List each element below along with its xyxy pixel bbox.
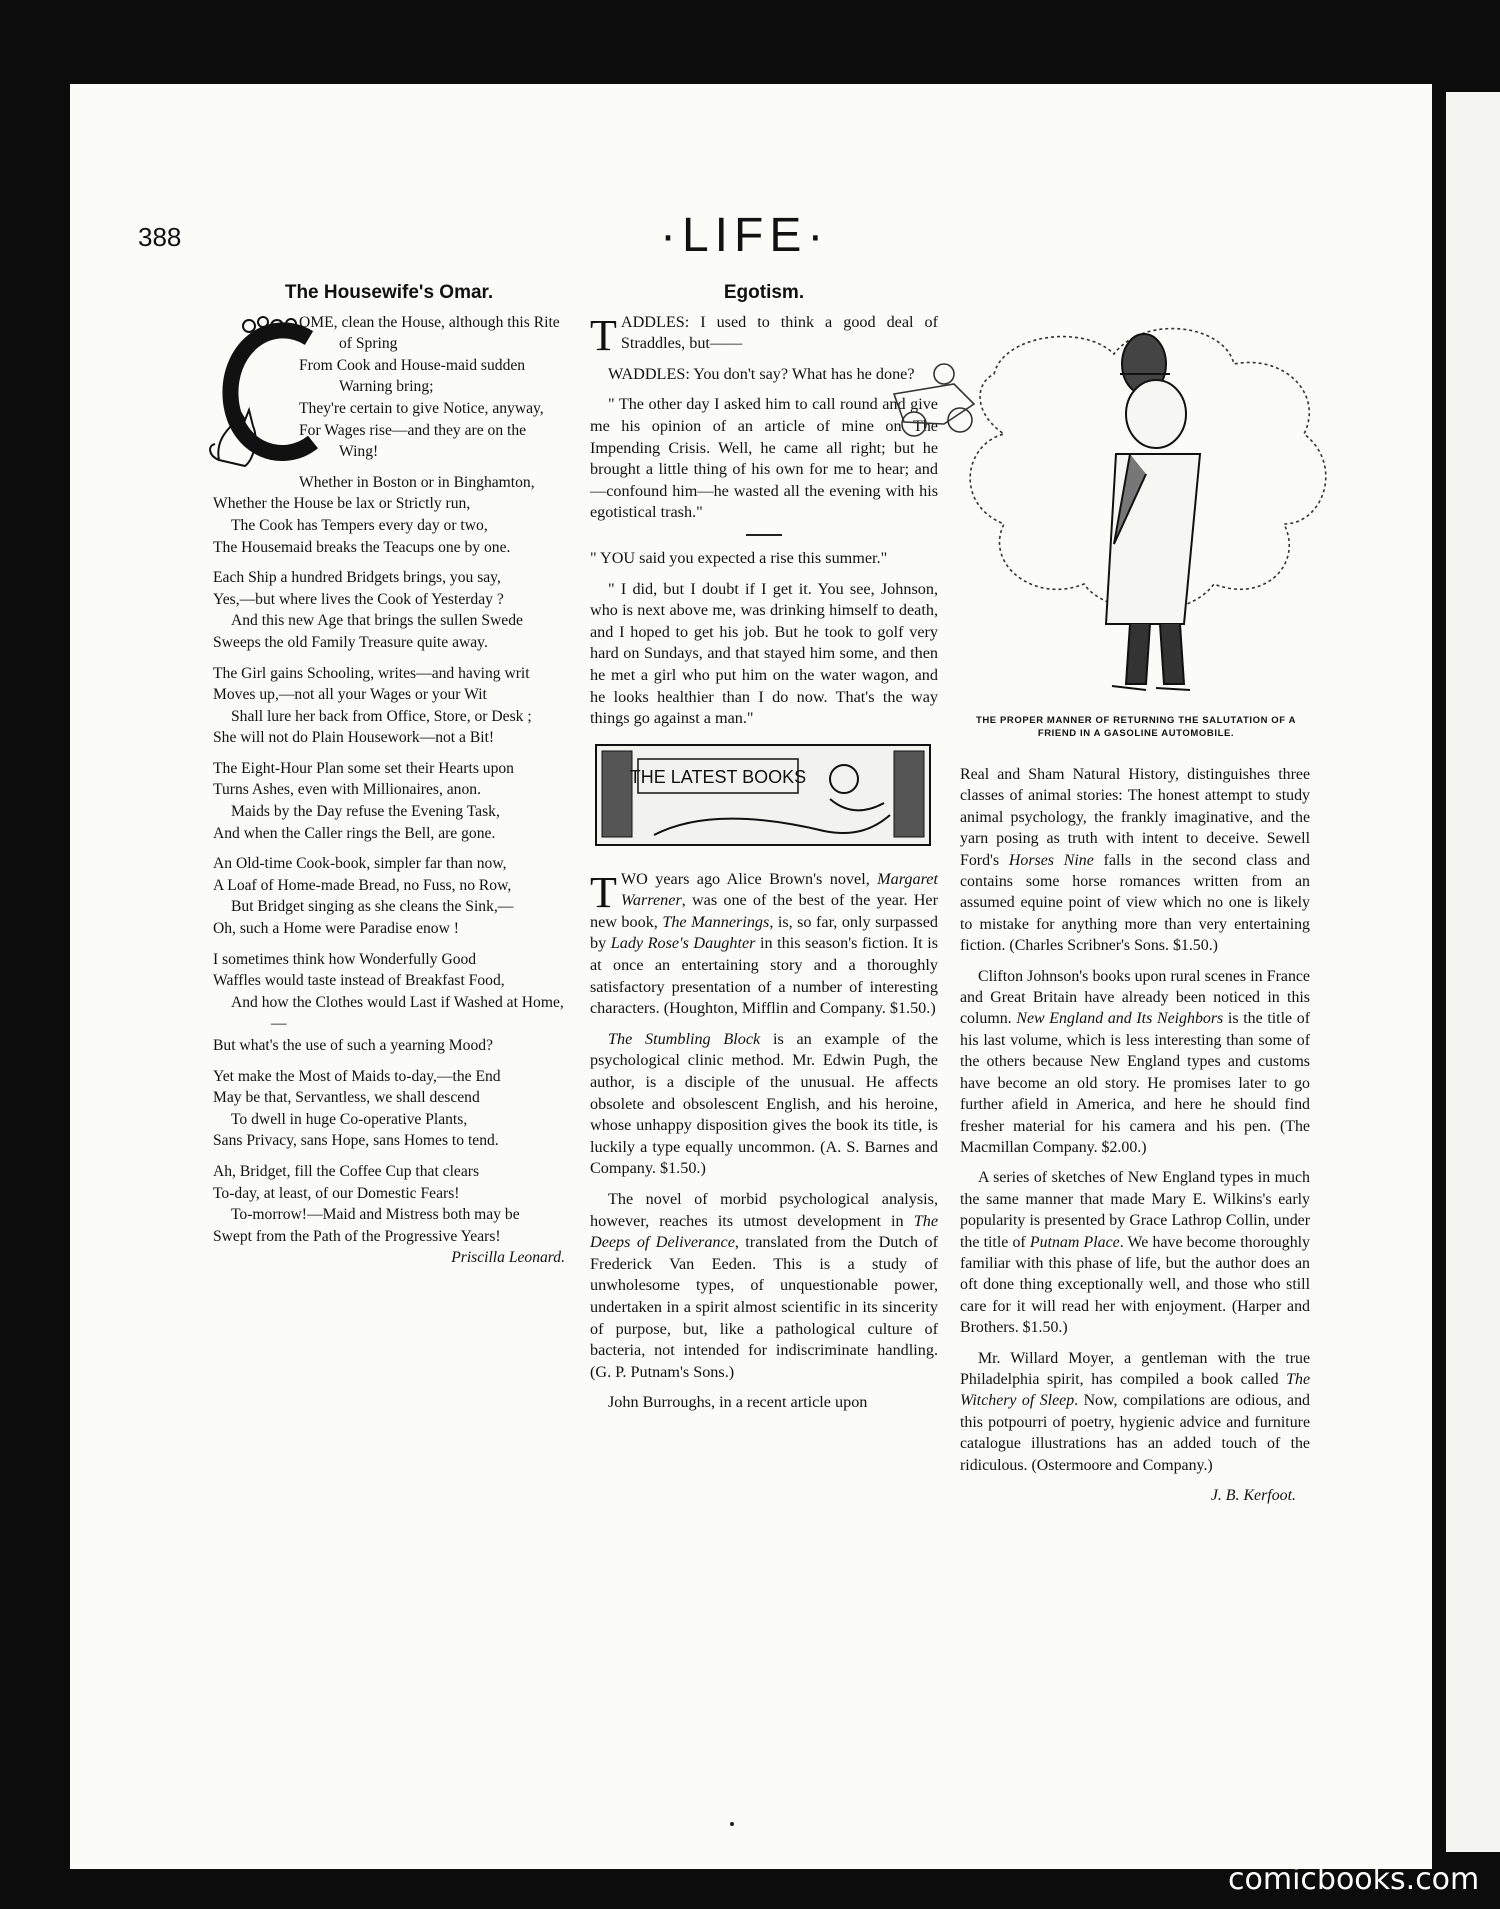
poem-line: But what's the use of such a yearning Mood?: [213, 1037, 493, 1054]
poem-stanza: [213, 1066, 565, 1152]
cartoon-caption: THE PROPER MANNER OF RETURNING THE SALUTATION OF A FRIEND IN A GASOLINE AUTOMOBILE.: [975, 715, 1297, 739]
masthead-title: ·LIFE·: [660, 209, 830, 262]
poem-line: From Cook and House-maid sudden Warning bring;: [299, 356, 526, 396]
egotism-paragraph-4: " YOU said you expected a rise this summer.": [590, 548, 888, 567]
poem-line: The Cook has Tempers every day or two,: [231, 516, 488, 534]
poem-line: Yet make the Most of Maids to-day,—the End: [213, 1067, 501, 1085]
poem-line: The Girl gains Schooling, writes—and having writ: [213, 664, 530, 682]
poem-line: Moves up,—not all your Wages or your Wit: [213, 686, 487, 704]
poem-stanza: [213, 853, 565, 939]
automobile-cartoon: [884, 304, 1354, 704]
poem-line: A Loaf of Home-made Bread, no Fuss, no Row,: [213, 876, 512, 894]
poem-line: She will not do Plain Housework—not a Bit!: [213, 729, 495, 747]
reviewer-signature: J. B. Kerfoot.: [1210, 1487, 1296, 1504]
poem-line: And when the Caller rings the Bell, are gone.: [213, 824, 496, 842]
review-clifton-johnson: Clifton Johnson's books upon rural scenes in France and Great Britain have already been noticed in this column. New England and Its Neighbors is the title of his last volume, which is less interesting than some of the others because New England types and customs have become an old story. He promises later to go further afield in America, and here he should find fresher material for his camera and his pen. (The Macmillan Company. $2.00.): [960, 967, 1310, 1156]
poem-line: Yes,—but where lives the Cook of Yesterday ?: [213, 590, 504, 608]
drop-cap-t: T: [590, 310, 617, 360]
poem-line: To-day, at least, of our Domestic Fears!: [213, 1184, 460, 1202]
poem-stanza: [213, 949, 565, 1057]
poem-body: [213, 312, 565, 1267]
poem-line: Each Ship a hundred Bridgets brings, you say,: [213, 569, 501, 587]
reviewer-signature-row: [960, 1485, 1310, 1506]
review-witchery-of-sleep: Mr. Willard Moyer, a gentleman with the true Philadelphia spirit, has compiled a book called The Witchery of Sleep. Now, compilations are odious, and this potpourri of poetry, hygienic advice and furniture catalogue illustrations has an added touch of the ridiculous. (Ostermoore and Company.): [960, 1349, 1310, 1474]
poem-line: Turns Ashes, even with Millionaires, anon.: [213, 781, 481, 799]
poem-line: The Eight-Hour Plan some set their Hearts upon: [213, 759, 514, 777]
poem-line: I sometimes think how Wonderfully Good: [213, 950, 477, 968]
poem-stanza: [213, 567, 565, 653]
poem-line: For Wages rise—and they are on the Wing!: [299, 421, 527, 461]
poem-line: May be that, Servantless, we shall descend: [213, 1089, 480, 1107]
page-dot: [730, 1822, 734, 1826]
egotism-title: Egotism.: [723, 282, 805, 303]
review-horses-nine: Real and Sham Natural History, distinguishes three classes of animal stories: The honest attempt to study animal psychology, the frankly imaginative, and the yarn posing as truth with intent to deceive. Sewell Ford's Horses Nine falls in the second class and contains some horse romances written from an assumed equine point of view which no one is likely to mistake for anything more than very entertaining fiction. (Charles Scribner's Sons. $1.50.): [960, 766, 1310, 955]
poem-author: Priscilla Leonard.: [451, 1249, 565, 1267]
poem-line: They're certain to give Notice, anyway,: [299, 399, 544, 417]
poem-line: To-morrow!—Maid and Mistress both may be: [231, 1206, 520, 1224]
adjacent-page-edge: [1446, 92, 1500, 1852]
review-deeps-of-deliverance: The novel of morbid psychological analysis, however, reaches its utmost development in The Deeps of Deliverance, translated from the Dutch of Frederick Van Eeden. This is a study of unwholesome types, of unquestionable power, undertaken in a spirit almost scientific in its sincerity of purpose, but, like a pathological culture of bacteria, not intended for indiscriminate handling. (G. P. Putnam's Sons.): [590, 1190, 939, 1381]
review-putnam-place: A series of sketches of New England types in much the same manner that made Mary E. Wilkins's early popularity is presented by Grace Lathrop Collin, under the title of Putnam Place. We have become thoroughly familiar with this phase of life, but the author does an oft done thing exceptionally well, and those who still care for it will read her with enjoyment. (Harper and Brothers. $1.50.): [960, 1169, 1310, 1337]
egotism-paragraph-3: " The other day I asked him to call round and give me his opinion of an article of mine on The Impending Crisis. Well, he came all right; but he brought a little thing of his own for me to hear; and—confound him—he wasted all the evening with his egotistical trash.": [590, 395, 938, 522]
poem-stanza: [213, 663, 565, 749]
poem-title: The Housewife's Omar.: [284, 282, 494, 303]
poem-stanza: [213, 1161, 565, 1267]
latest-books-banner: [594, 739, 932, 859]
review-burroughs-start: John Burroughs, in a recent article upon: [608, 1393, 868, 1412]
poem-stanza: [213, 758, 565, 844]
poem-line: Sans Privacy, sans Hope, sans Homes to tend.: [213, 1132, 499, 1150]
drop-cap-c-illustration: [209, 310, 333, 478]
watermark: comicbooks.com: [1228, 1862, 1480, 1897]
poem-line: Waffles would taste instead of Breakfast Food,: [213, 972, 505, 990]
egotism-paragraph-5: " I did, but I doubt if I get it. You see, Johnson, who is next above me, was drinking himself to death, and I hoped to get his job. But he took to golf very hard on Sundays, and that stayed him some, and then he met a girl who put him on the water wagon, and he looks healthier than I do now. That's the way things go against a man.": [590, 579, 938, 728]
poem-line: An Old-time Cook-book, simpler far than now,: [213, 855, 507, 873]
poem-column: [213, 282, 565, 1269]
poem-line: Oh, such a Home were Paradise enow !: [213, 920, 459, 938]
poem-line: And how the Clothes would Last if Washed at Home,—: [231, 993, 564, 1033]
egotism-paragraph-2: WADDLES: You don't say? What has he done?: [608, 364, 915, 383]
poem-line: Whether in Boston or in Binghamton,: [299, 473, 535, 491]
right-column: [960, 764, 1310, 1506]
poem-line: Maids by the Day refuse the Evening Task,: [231, 803, 500, 821]
poem-line: Whether the House be lax or Strictly run,: [213, 495, 471, 513]
review-alice-brown: TWO years ago Alice Brown's novel, Margaret Warrener, was one of the best of the year. Her new book, The Mannerings, is, so far, only surpassed by Lady Rose's Daughter in this season's fiction. It is at once an entertaining story and a thoroughly satisfactory presentation of a number of interesting characters. (Houghton, Mifflin and Company. $1.50.): [590, 867, 939, 1018]
egotism-paragraph-1: TADDLES: I used to think a good deal of Straddles, but——: [590, 310, 938, 360]
poem-line: Ah, Bridget, fill the Coffee Cup that clears: [213, 1162, 480, 1180]
review-stumbling-block: The Stumbling Block is an example of the psychological clinic method. Mr. Edwin Pugh, the author, is a disciple of the unusual. He affects obsolete and obsolescent English, and his heroine, whose unhappy disposition gives the book its title, is luckily a type equally uncommon. (A. S. Barnes and Company. $1.50.): [590, 1029, 939, 1178]
poem-line: Shall lure her back from Office, Store, or Desk ;: [231, 707, 532, 725]
page-number: 388: [138, 222, 182, 252]
poem-stanza: [213, 472, 565, 558]
poem-line: Swept from the Path of the Progressive Years! Priscilla Leonard.: [213, 1226, 565, 1248]
banner-label: THE LATEST BOOKS: [629, 766, 807, 787]
poem-line: But Bridget singing as she cleans the Sink,—: [231, 898, 514, 916]
poem-line: OME, clean the House, although this Rite of Spring: [299, 313, 560, 353]
poem-line: To dwell in huge Co-operative Plants,: [231, 1110, 468, 1128]
section-divider: [746, 534, 782, 536]
poem-line: The Housemaid breaks the Teacups one by one.: [213, 538, 511, 556]
poem-line: Sweeps the old Family Treasure quite away.: [213, 633, 488, 651]
poem-line: And this new Age that brings the sullen Swede: [231, 612, 523, 630]
